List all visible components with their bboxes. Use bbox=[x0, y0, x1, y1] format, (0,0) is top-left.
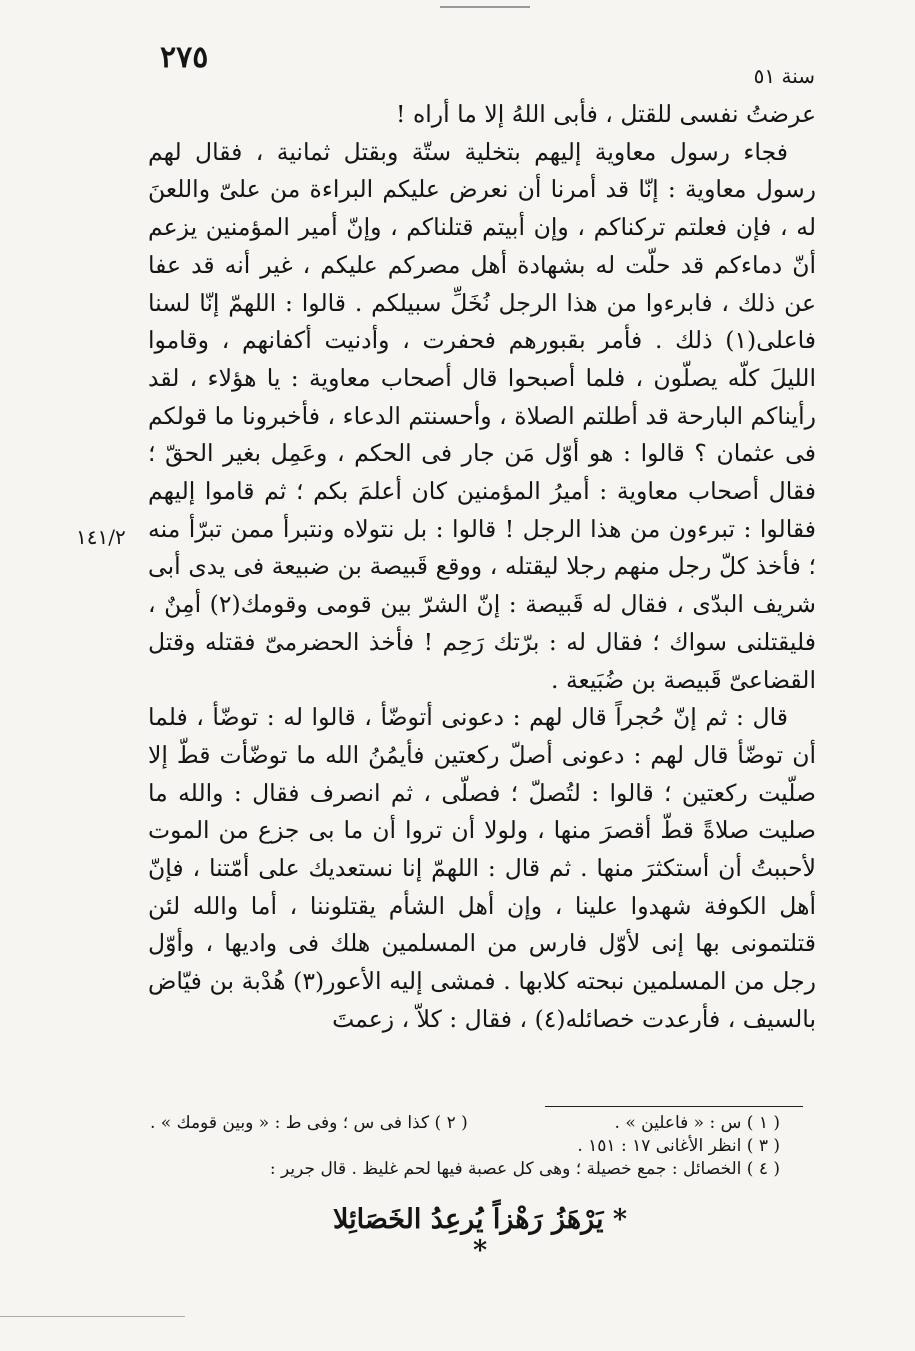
verse-quote: * يَرْهَزُ رَهْزاً يُرعِدُ الخَصَائِلا * bbox=[332, 1204, 628, 1266]
paragraph: فجاء رسول معاوية إليهم بتخلية ستّة وبقتل ثمانية ، فقال لهم رسول معاوية : إنّا قد أمرنا أن نعرض عليكم البراءة من علىّ واللعنَ له ، فإن فعلتم تركناكم ، وإن أبيتم قتلناكم ، وإنّ أمير المؤمنين يزعم أنّ دماءكم قد حلّت له بشهادة أهل مصركم عليكم ، غير أنه قد عفا عن ذلك ، فابرءوا من هذا الرجل نُخَلِّ سبيلكم . قالوا : اللهمّ إنّا لسنا فاعلى(١) ذلك . فأمر بقبورهم فحفرت ، وأدنيت أكفانهم ، وقاموا الليلَ كلّه يصلّون ، فلما أصبحوا قال أصحاب معاوية : يا هؤلاء ، لقد رأيناكم البارحة قد أطلتم الصلاة ، وأحسنتم الدعاء ، فأخبرونا ما قولكم فى عثمان ؟ قالوا : هو أوّل مَن جار فى الحكم ، وعَمِل بغير الحقّ ؛ فقال أصحاب معاوية : أميرُ المؤمنين كان أعلمَ بكم ؛ ثم قاموا إليهم فقالوا : تبرءون من هذا الرجل ! قالوا : بل نتولاه ونتبرأ ممن تبرّأ منه ؛ فأخذ كلّ رجل منهم رجلا ليقتله ، ووقع قَبيصة بن ضبيعة فى يدى أبى شريف البدّى ، فقال له قَبيصة : إنّ الشرّ بين قومى وقومك(٢) أمِنٌ ، فليقتلنى سواك ؛ فقال له : برّتك رَحِم ! فأخذ الحضرمىّ فقتله وقتل القضاعىّ قَبيصة بن ضُبَيعة . bbox=[148, 137, 816, 694]
footnote-3: ( ٣ ) انظر الأغانى ١٧ : ١٥١ . bbox=[577, 1136, 780, 1156]
footnote-row bbox=[150, 1112, 780, 1135]
top-rule bbox=[440, 6, 530, 8]
body-text bbox=[148, 96, 816, 1039]
running-head: سنة ٥١ bbox=[753, 64, 815, 88]
paragraph: قال : ثم إنّ حُجراً قال لهم : دعونى أتوضّأ ، قالوا له : توضّأ ، فلما أن توضّأ قال لهم : دعونى أصلّ ركعتين فأيمُنُ الله ما توضّأت قطّ إلا صلّيت ركعتين ؛ قالوا : لتُصلّ ؛ فصلّى ، ثم انصرف فقال : والله ما صليت صلاةً قطّ أقصرَ منها ، ولولا أن تروا أن ما بى جزع من الموت لأحببتُ أن أستكثرَ منها . ثم قال : اللهمّ إنا نستعديك على أمّتنا ، فإنّ أهل الكوفة شهدوا علينا ، وإن أهل الشأم يقتلوننا ، أما والله لئن قتلتمونى بها إنى لأوّل فارس من المسلمين هلك فى واديها ، وأوّل رجل من المسلمين نبحته كلابها . فمشى إليه الأعور(٣) هُدْبة بن فيّاض بالسيف ، فأرعدت خصائله(٤) ، فقال : كلاّ ، زعمتَ bbox=[148, 703, 816, 1033]
bottom-rule bbox=[0, 1316, 185, 1317]
footnote-4: ( ٤ ) الخصائل : جمع خصيلة ؛ وهى كل عصبة فيها لحم غليظ . قال جرير : bbox=[269, 1159, 780, 1179]
footnote-2: ( ٢ ) كذا فى س ؛ وفى ط : « وبين قومك » . bbox=[150, 1113, 468, 1133]
margin-note: ١٤١/٢ bbox=[76, 525, 126, 549]
page-number: ٢٧٥ bbox=[160, 40, 209, 75]
footnote-rule bbox=[545, 1106, 803, 1107]
footnotes bbox=[150, 1112, 780, 1181]
paragraph: عرضتُ نفسى للقتل ، فأبى اللهُ إلا ما أراه ! bbox=[396, 100, 816, 128]
footnote-1: ( ١ ) س : « فاعلين » . bbox=[614, 1113, 780, 1133]
